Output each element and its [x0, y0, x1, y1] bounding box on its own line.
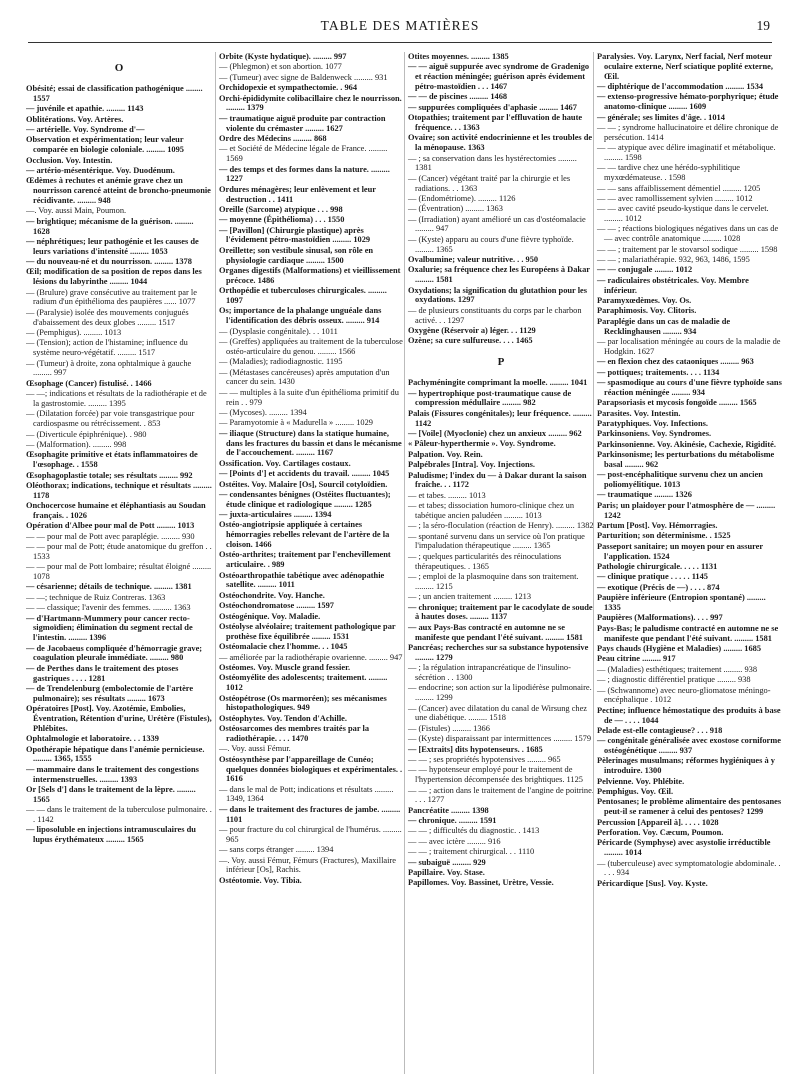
index-entry: Pentosanes; le problème alimentaire des pentosanes peut-il se ramener à celui des pentoses? 1299: [597, 797, 782, 817]
index-entry: — — pour mal de Pott lombaire; résultat éloigné ......... 1078: [26, 562, 212, 582]
index-entry: Pays-Bas; le paludisme contracté en automne ne se manifeste que pendant l'été suivant. ......... 1581: [597, 623, 779, 643]
index-entry: Otopathies; traitement par l'effluvation de haute fréquence. . . 1363: [408, 113, 583, 132]
index-entry: Pancréatite ......... 1398: [408, 805, 489, 815]
index-entry: — — aiguë suppurée avec syndrome de Gradenigo et réaction méningée; guérison après évidement pétro-mastoïdien . . . 1467: [408, 62, 590, 91]
index-entry: Pelvienne. Voy. Phlébite.: [597, 776, 685, 786]
index-entry: — (Dysplasie congénitale). . . 1011: [219, 326, 338, 336]
index-entry: Paludisme; l'index du — à Dakar durant la saison fraîche. . . 1172: [408, 470, 587, 490]
index-entry: Paraphimosis. Voy. Clitoris.: [597, 306, 697, 316]
index-entry: — exotique (Précis de —) . . . . 874: [597, 582, 720, 592]
index-entry: — et tabes. ......... 1013: [408, 490, 486, 500]
index-entry: Ostéophytes. Voy. Tendon d'Achille.: [219, 713, 347, 723]
index-entry: Œsophagoplastie totale; ses résultats ......... 992: [26, 470, 193, 480]
index-entry: — — de piscines ......... 1468: [408, 92, 508, 102]
index-entry: — (Dilatation forcée) par voie transgastrique pour cardiospasme ou rétrécissement. . 853: [26, 409, 195, 429]
index-entry: Paratyphiques. Voy. Infections.: [597, 418, 708, 428]
index-entry: Organes digestifs (Malformations) et vieillissement précoce. 1486: [219, 266, 401, 285]
index-entry: — (Maladies); radiodiagnostic. 1195: [219, 357, 343, 367]
index-entry: Ordures ménagères; leur enlèvement et leur destruction . . 1411: [219, 184, 376, 204]
index-entry: Paramyxœdèmes. Voy. Os.: [597, 296, 692, 306]
index-column-1: [26, 52, 212, 1074]
index-entry: Parkinsonisme; les perturbations du métabolisme basal ......... 962: [597, 450, 775, 469]
index-entry: — — ; difficultés du diagnostic. . 1413: [408, 826, 540, 836]
index-entry: Ostéites. Voy. Malaire [Os], Sourcil cotyloïdien.: [219, 479, 388, 489]
index-entry: — (Diverticule épiphrénique). . 980: [26, 429, 147, 439]
index-entry: Opothérapie hépatique dans l'anémie pernicieuse. ......... 1365, 1555: [26, 744, 205, 764]
index-entry: — artérielle. Voy. Syndrome d'—: [26, 124, 145, 134]
index-entry: Ostéosynthèse par l'appareillage de Cunéo; quelques données biologiques et expérimentales. . 1616: [219, 754, 403, 784]
index-entry: Œsophagite primitive et états inflammatoires de l'œsophage. . 1558: [26, 450, 198, 470]
index-entry: — moyenne (Épithélioma) . . . 1550: [219, 215, 345, 225]
index-entry: — générale; ses limites d'âge. . 1014: [597, 112, 725, 122]
index-entry: Pancréas; recherches sur sa substance hypotensive ......... 1279: [408, 643, 589, 662]
index-entry: Ostéogénique. Voy. Maladie.: [219, 611, 321, 621]
index-entry: — ; la séro-floculation (réaction de Henry). ......... 1382: [408, 521, 594, 531]
index-entry: — (Cancer) avec dilatation du canal de Wirsung chez une diabétique. ......... 1518: [408, 703, 588, 723]
index-entry: — — ; traitement chirurgical. . . 1110: [408, 847, 535, 857]
index-entry: Œdèmes à rechutes et anémie grave chez un nourrisson carencé atteint de broncho-pneumonie récidivante. ......... 948: [26, 176, 211, 205]
index-entry: Orbite (Kyste hydatique). ......... 997: [219, 52, 347, 61]
index-entry: — subaiguë ......... 929: [408, 857, 486, 867]
index-entry: Opération d'Albee pour mal de Pott ......... 1013: [26, 521, 195, 531]
index-entry: Oreillette; son vestibule sinusal, son rôle en physiologie cardiaque ......... 1500: [219, 245, 374, 265]
index-entry: Péricardique [Sus]. Voy. Kyste.: [597, 878, 708, 888]
index-entry: Partum [Post]. Voy. Hémorragies.: [597, 521, 718, 531]
index-entry: — de Perthes dans le traitement des ptoses gastriques . . . . 1281: [26, 663, 179, 683]
index-entry: — extenso-progressive hémato-porphyrique; étude anatomo-clinique ......... 1609: [597, 92, 779, 112]
index-entry: — (Phlegmon) et son abortion. 1077: [219, 62, 342, 72]
index-entry: Percussion [Appareil à]. . . . . 1028: [597, 817, 719, 827]
index-entry: Ovaire; son activité endocrinienne et les troubles de la ménopause. 1363: [408, 133, 593, 153]
index-entry: — (Paralysie) isolée des mouvements conjugués d'abaissement des deux globes ......... 1517: [26, 307, 189, 327]
index-entry: — (Kyste) disparaissant par intermittences ......... 1579: [408, 734, 592, 744]
index-entry: — juxta-articulaires ......... 1394: [219, 510, 332, 520]
index-entry: — chronique. ......... 1591: [408, 816, 497, 826]
index-entry: Peau citrine ......... 917: [597, 654, 676, 664]
index-entry: Papillaire. Voy. Stase.: [408, 868, 485, 878]
index-entry: Ostéochondrite. Voy. Hanche.: [219, 590, 325, 600]
index-entry: Paralysies. Voy. Larynx, Nerf facial, Nerf moteur oculaire externe, Nerf sciatique poplité externe, Œil.: [597, 52, 773, 81]
index-entry: — d'Hartmann-Mummery pour cancer recto-sigmoïdien; élimination du segment rectal de l'intestin. ......... 1396: [26, 613, 193, 643]
index-entry: Obésité; essai de classification pathogénique ........ 1557: [26, 84, 203, 103]
index-entry: — endocrine; son action sur la lipodiérèse pulmonaire. ......... 1299: [408, 683, 592, 703]
index-entry: Pèlerinages musulmans; réformes hygiéniques à y introduire. 1300: [597, 756, 775, 776]
header-rule: [28, 42, 772, 43]
index-entry: — (Endométriome). ......... 1126: [408, 193, 516, 203]
index-entry: Ostéo-angiotripsie appliquée à certaines hémorragies rebelles relevant de l'artère de la cloison. 1466: [219, 520, 390, 550]
index-column-2: [215, 52, 405, 1074]
index-entry: Parkinsonienne. Voy. Akinésie, Cachexie, Rigidité.: [597, 439, 776, 449]
index-entry: — néphrétiques; leur pathogénie et les causes de leurs variations d'intensité ......... 1053: [26, 236, 199, 256]
index-entry: — (Tumeur) à droite, zona ophtalmique à gauche ......... 997: [26, 358, 192, 378]
index-entry: — — pour mal de Pott; étude anatomique du greffon . . 1533: [26, 542, 212, 561]
index-entry: — ; emploi de la plasmoquine dans son traitement. ......... 1215: [408, 572, 579, 591]
index-entry: Palpébrales [Intra]. Voy. Injections.: [408, 460, 536, 470]
index-entry: — (tuberculeuse) avec symptomatologie abdominale. . . . . 934: [597, 858, 781, 878]
index-entry: — —; indications et résultats de la radiothérapie et de la gastrostomie. ......... 1395: [26, 389, 207, 408]
index-entry: — (Cancer) végétant traité par la chirurgie et les radiations. . . 1363: [408, 173, 571, 193]
index-entry: — — hypotenseur employé pour le traitement de l'hypertension décompensée des brightiques. 1125: [408, 765, 583, 785]
index-entry: Palais (Fissures congénitales); leur fréquence. ......... 1142: [408, 408, 592, 428]
index-entry: — liposoluble en injections intramusculaires du lupus érythémateux ......... 1565: [26, 825, 196, 845]
index-entry: — aux Pays-Bas contracté en automne ne se manifeste que pendant l'été suivant. ......... 1581: [408, 622, 583, 642]
index-entry: — iliaque (Structure) dans la statique humaine, dans les fractures du bassin et dans le mécanisme de l'accouchement. ......... 1167: [219, 428, 402, 458]
index-entry: — —; technique de Ruiz Contreras. 1363: [26, 592, 166, 602]
index-entry: —. Voy. aussi Main, Poumon.: [26, 206, 127, 216]
index-entry: Orchidopexie et sympathectomie. . 964: [219, 83, 358, 93]
index-entry: Orthopédie et tuberculoses chirurgicales. ......... 1097: [219, 286, 387, 306]
index-entry: — — ; action dans le traitement de l'angine de poitrine. . . . 1277: [408, 785, 594, 805]
index-entry: — mammaire dans le traitement des congestions intermenstruelles. ......... 1393: [26, 764, 199, 784]
index-entry: — radiculaires obstétricales. Voy. Membre inférieur.: [597, 275, 749, 295]
index-entry: —. Voy. aussi Fémur, Fémurs (Fractures), Maxillaire inférieur [Os], Rachis.: [219, 855, 396, 875]
index-entry: — (Maladies) esthétiques; traitement ......... 938: [597, 664, 758, 674]
index-entry: Parturition; son déterminisme. . 1525: [597, 531, 731, 541]
index-entry: Oxygène (Réservoir a) léger. . . 1129: [408, 326, 536, 336]
index-entry: Onchocercose humaine et éléphantiasis au Soudan français. . 1026: [26, 501, 206, 520]
index-entry: Parapsoriasis et mycosis fongoïde ......... 1565: [597, 398, 757, 408]
index-entry: — (Schwannome) avec neuro-gliomatose méningo-encéphalique . 1012: [597, 685, 771, 705]
index-entry: — spontané survenu dans un service où l'on pratique l'impaludation thérapeutique ......... 1365: [408, 531, 585, 551]
index-entry: — Paramyotomie à « Madurella » ......... 1029: [219, 418, 373, 428]
index-entry: Ostéosarcomes des membres traités par la radiothérapie. . . . 1470: [219, 724, 370, 743]
index-entry: — — ; ses propriétés hypotensives ......... 965: [408, 754, 561, 764]
index-entry: — (Tension); action de l'histamine; influence du système neuro-végétatif. ......... 1517: [26, 338, 188, 358]
index-entry: —. Voy. aussi Fémur.: [219, 744, 291, 754]
index-entry: Otites moyennes. ......... 1385: [408, 52, 509, 61]
index-entry: Os; importance de la phalange unguéale dans l'identification des débris osseux. ......... 914: [219, 306, 382, 326]
index-entry: — — dans le traitement de la tuberculose pulmonaire. . . 1142: [26, 805, 212, 824]
index-entry: Ostéomes. Voy. Muscle grand fessier.: [219, 662, 351, 672]
index-entry: Papillomes. Voy. Bassinet, Urètre, Vessie.: [408, 878, 554, 888]
index-entry: Ostéomyélite des adolescents; traitement. ......... 1012: [219, 673, 388, 693]
index-entry: — diphtérique de l'accommodation ......... 1534: [597, 81, 764, 91]
index-entry: « Pâleur-hyperthermie ». Voy. Syndrome.: [408, 439, 556, 449]
index-entry: Orchi-épididymite colibacillaire chez le nourrisson. ......... 1379: [219, 93, 402, 113]
index-entry: Pachyméningite comprimant la moelle. ......... 1041: [408, 378, 588, 388]
index-entry: Oreille (Sarcome) atypique . . . 998: [219, 204, 343, 214]
index-entry: Occlusion. Voy. Intestin.: [26, 155, 113, 165]
index-entry: — condensantes bénignes (Ostéites fluctuantes); étude clinique et radiologique ......... 1285: [219, 489, 391, 509]
index-entry: — ; quelques particularités des réinoculations thérapeutiques. . 1365: [408, 551, 562, 571]
index-entry: — — classique; l'avenir des femmes. ......... 1363: [26, 603, 191, 613]
index-entry: — traumatique aiguë produite par contraction violente du crémaster ......... 1627: [219, 113, 386, 133]
index-entry: Parkinsoniens. Voy. Syndromes.: [597, 429, 712, 439]
index-entry: Ordre des Médecins ......... 868: [219, 133, 327, 143]
index-entry: — artério-mésentérique. Voy. Duodénum.: [26, 165, 175, 175]
index-entry: — chronique; traitement par le cacodylate de soude à hautes doses. ......... 1137: [408, 602, 593, 622]
index-entry: — et tabes; dissociation humoro-clinique chez un tabétique ancien paludéen ......... 1013: [408, 501, 575, 520]
index-entry: — — sans affaiblissement démentiel ......... 1205: [597, 183, 761, 193]
index-entry: — traumatique ......... 1326: [597, 490, 692, 500]
index-entry: — — conjugale ......... 1012: [597, 265, 693, 275]
index-column-4: [593, 52, 783, 1074]
index-entry: Pathologie chirurgicale. . . . . 1131: [597, 562, 718, 572]
page-header: [0, 18, 800, 40]
index-entry: Pemphigus. Voy. Œil.: [597, 787, 674, 797]
index-entry: Parasites. Voy. Intestin.: [597, 408, 681, 418]
index-entry: Œil; modification de sa position de repos dans les lésions du labyrinthe ......... 1044: [26, 267, 202, 287]
index-entry: Pelade est-elle contagieuse? . . . 918: [597, 725, 723, 735]
index-entry: — (Mycoses). ......... 1394: [219, 407, 307, 417]
index-entry: Paupières (Malformations). . . . 997: [597, 613, 723, 623]
index-entry: — (Kyste) apparu au cours d'une fièvre typhoïde. ......... 1365: [408, 234, 574, 254]
index-entry: Or [Sels d'] dans le traitement de la lèpre. ......... 1565: [26, 784, 196, 804]
index-entry: — (Tumeur) avec signe de Baldenweck ......... 931: [219, 72, 388, 82]
page-number: 19: [756, 18, 770, 33]
index-entry: Œsophage (Cancer) fistulisé. . 1466: [26, 378, 152, 388]
index-entry: — sans corps étranger ......... 1394: [219, 845, 334, 855]
index-entry: — et Société de Médecine légale de France. ......... 1569: [219, 144, 388, 164]
index-entry: — — atypique avec délire imaginatif et métabolique. ......... 1598: [597, 143, 776, 162]
index-entry: — [Voile] (Myoclonie) chez un anxieux ......... 962: [408, 428, 582, 438]
index-entry: — hypertrophique post-traumatique cause de compression médullaire ......... 982: [408, 388, 572, 408]
index-entry: — de Jacobaeus compliquée d'hémorragie grave; coagulation pleurale immédiate. ......... 980: [26, 643, 203, 663]
section-letter: P: [497, 356, 505, 369]
index-entry: Ostéochondromatose ......... 1597: [219, 601, 334, 611]
index-entry: — — pour mal de Pott avec paraplégie. ......... 930: [26, 531, 195, 541]
index-entry: Ostéopétrose (Os marmoréen); ses mécanismes histopathologiques. 949: [219, 693, 387, 713]
page-title: TABLE DES MATIÈRES: [320, 18, 480, 33]
index-entry: — (Métastases cancéreuses) après amputation d'un cancer du sein. 1430: [219, 367, 390, 387]
index-entry: Observation et expérimentation; leur valeur comparée en biologie coloniale. ......... 1095: [26, 135, 184, 155]
index-entry: — (Éventration) ......... 1363: [408, 204, 503, 214]
index-entry: — (Brulure) grave consécutive au traitement par le radium d'un épithélioma des paupières ...... 1077: [26, 287, 197, 307]
index-entry: — — avec cavité pseudo-kystique dans le cervelet. ......... 1012: [597, 204, 769, 224]
index-entry: — de plusieurs constituants du corps par le charbon activé. . . 1297: [408, 305, 582, 325]
index-entry: Paris; un plaidoyer pour l'atmosphère de — ......... 1242: [597, 500, 776, 520]
index-entry: Pays chauds (Hygiène et Maladies) ......... 1685: [597, 643, 762, 653]
index-entry: — — ; réactions biologiques négatives dans un cas de — avec contrôle anatomique ......... 1028: [597, 224, 779, 244]
index-entry: — césarienne; détails de technique. ......... 1381: [26, 582, 192, 592]
index-entry: — — ; malariathérapie. 932, 963, 1486, 1595: [597, 255, 750, 265]
index-entry: Palpation. Voy. Rein.: [408, 449, 483, 459]
index-entry: — clinique pratique . . . . . 1145: [597, 572, 708, 582]
index-column-3: [404, 52, 594, 1074]
index-entry: Oxalurie; sa fréquence chez les Européens à Dakar ......... 1581: [408, 265, 590, 285]
index-entry: Ostéotomie. Voy. Tibia.: [219, 875, 302, 885]
index-entry: — (Fistules) ......... 1366: [408, 723, 490, 733]
section-letter: O: [114, 62, 124, 74]
index-entry: Passeport sanitaire; un moyen pour en assurer l'application. 1524: [597, 541, 763, 561]
index-entry: Ozène; sa cure sulfureuse. . . . 1465: [408, 336, 533, 346]
index-entry: — ; diagnostic différentiel pratique ......... 938: [597, 675, 751, 685]
index-entry: — brightique; mécanisme de la guérison. ......... 1628: [26, 216, 194, 236]
index-entry: — — ; traitement par le stovarsol sodique ......... 1598: [597, 244, 778, 254]
index-entry: — congénitale généralisée avec exostose corniforme ostéogénétique ......... 937: [597, 736, 781, 756]
index-entry: — [Points d'] et accidents du travail. ......... 1045: [219, 469, 390, 479]
index-entry: Ostéoarthropathie tabétique avec adénopathie satellite. ......... 1011: [219, 570, 385, 590]
index-entry: — ; un ancien traitement ......... 1213: [408, 592, 532, 602]
index-entry: — (Greffes) appliquées au traitement de la tuberculose ostéo-articulaire du genou. ......... 1566: [219, 337, 403, 356]
index-entry: — du nouveau-né et du nourrisson. ......... 1378: [26, 257, 192, 267]
index-entry: Oblitérations. Voy. Artères.: [26, 114, 124, 124]
index-entry: Opératoires [Post]. Voy. Azotémie, Embolies, Éventration, Rétention d'urine, Urétère (Fistules), Phlébites.: [26, 704, 212, 733]
index-entry: — ; la régulation intrapancréatique de l'insulino-sécrétion . . 1300: [408, 663, 571, 682]
index-entry: Ostéolyse alvéolaire; traitement pathologique par prothèse fixe équilibrée ......... 1531: [219, 622, 396, 641]
index-entry: — post-encéphalitique survenu chez un ancien poliomyélitique. 1013: [597, 470, 763, 490]
index-entry: — de Trendelenburg (embolectomie de l'artère pulmonaire); ses résultats ......... 1673: [26, 683, 194, 703]
index-entry: — — multiples à la suite d'un épithélioma primitif du rein . . 979: [219, 387, 399, 407]
index-entry: — pour fracture du col chirurgical de l'humérus. ......... 965: [219, 825, 402, 844]
index-entry: — [Extraits] dits hypotenseurs. . 1685: [408, 744, 543, 754]
index-entry: — suppurées compliquées d'aphasie ......... 1467: [408, 102, 577, 112]
index-entry: — en flexion chez des cataoniques ......... 963: [597, 357, 754, 367]
index-entry: — par localisation méningée au cours de la maladie de Hodgkin. 1627: [597, 337, 781, 356]
index-entry: — — avec ramollissement sylvien ......... 1012: [597, 193, 753, 203]
index-entry: Paupière inférieure (Entropion spontané) ......... 1335: [597, 593, 766, 612]
index-entry: Ostéomalacie chez l'homme. . . 1045: [219, 642, 348, 652]
index-entry: — spasmodique au cours d'une fièvre typhoïde sans réaction méningée ......... 934: [597, 377, 782, 397]
index-entry: — dans le mal de Pott; indications et résultats ......... 1349, 1364: [219, 784, 394, 804]
index-entry: — (Pemphigus). ......... 1013: [26, 328, 122, 338]
index-entry: Ovalbumine; valeur nutritive. . . 950: [408, 255, 539, 265]
index-entry: Oléothorax; indications, technique et résultats ......... 1178: [26, 480, 212, 500]
index-entry: Ossification. Voy. Cartilages costaux.: [219, 458, 351, 468]
index-entry: Oxydations; la signification du glutathion pour les oxydations. 1297: [408, 285, 588, 305]
index-entry: Péricarde (Symphyse) avec asystolie irréductible ......... 1014: [597, 838, 771, 858]
index-entry: — des temps et des formes dans la nature. ......... 1227: [219, 164, 390, 184]
index-entry: — (Irradiation) ayant amélioré un cas d'ostéomalacie ......... 947: [408, 214, 586, 234]
index-entry: — juvénile et apathie. ......... 1143: [26, 104, 144, 114]
index-entry: — améliorée par la radiothérapie ovarienne. ......... 947: [219, 652, 403, 662]
index-entry: Ophtalmologie et laboratoire. . . 1339: [26, 734, 159, 744]
index-entry: — — ; syndrome hallucinatoire et délire chronique de persécution. 1414: [597, 122, 779, 142]
index-entry: Perforation. Voy. Cæcum, Poumon.: [597, 828, 724, 838]
index-entry: Paraplégie dans un cas de maladie de Recklinghausen ......... 934: [597, 316, 731, 336]
index-entry: — [Pavillon] (Chirurgie plastique) après l'évidement pétro-mastoïdien ......... 1029: [219, 225, 371, 245]
index-entry: — — tardive chez une hérédo-syphilitique myxœdémateuse. . 1598: [597, 163, 741, 183]
index-entry: — dans le traitement des fractures de jambe. ......... 1101: [219, 804, 401, 824]
index-entry: — (Malformation). ......... 998: [26, 439, 127, 449]
index-entry: — pottiques; traitements. . . . 1134: [597, 367, 720, 377]
index-entry: Pectine; influence hémostatique des produits à base de — . . . . 1044: [597, 705, 781, 725]
index-entry: — — avec ictère ......... 916: [408, 836, 501, 846]
index-entry: — ; sa conservation dans les hystérectomies ......... 1381: [408, 153, 577, 173]
index-entry: Ostéo-arthrites; traitement par l'enchevillement articulaire. . 989: [219, 550, 391, 570]
